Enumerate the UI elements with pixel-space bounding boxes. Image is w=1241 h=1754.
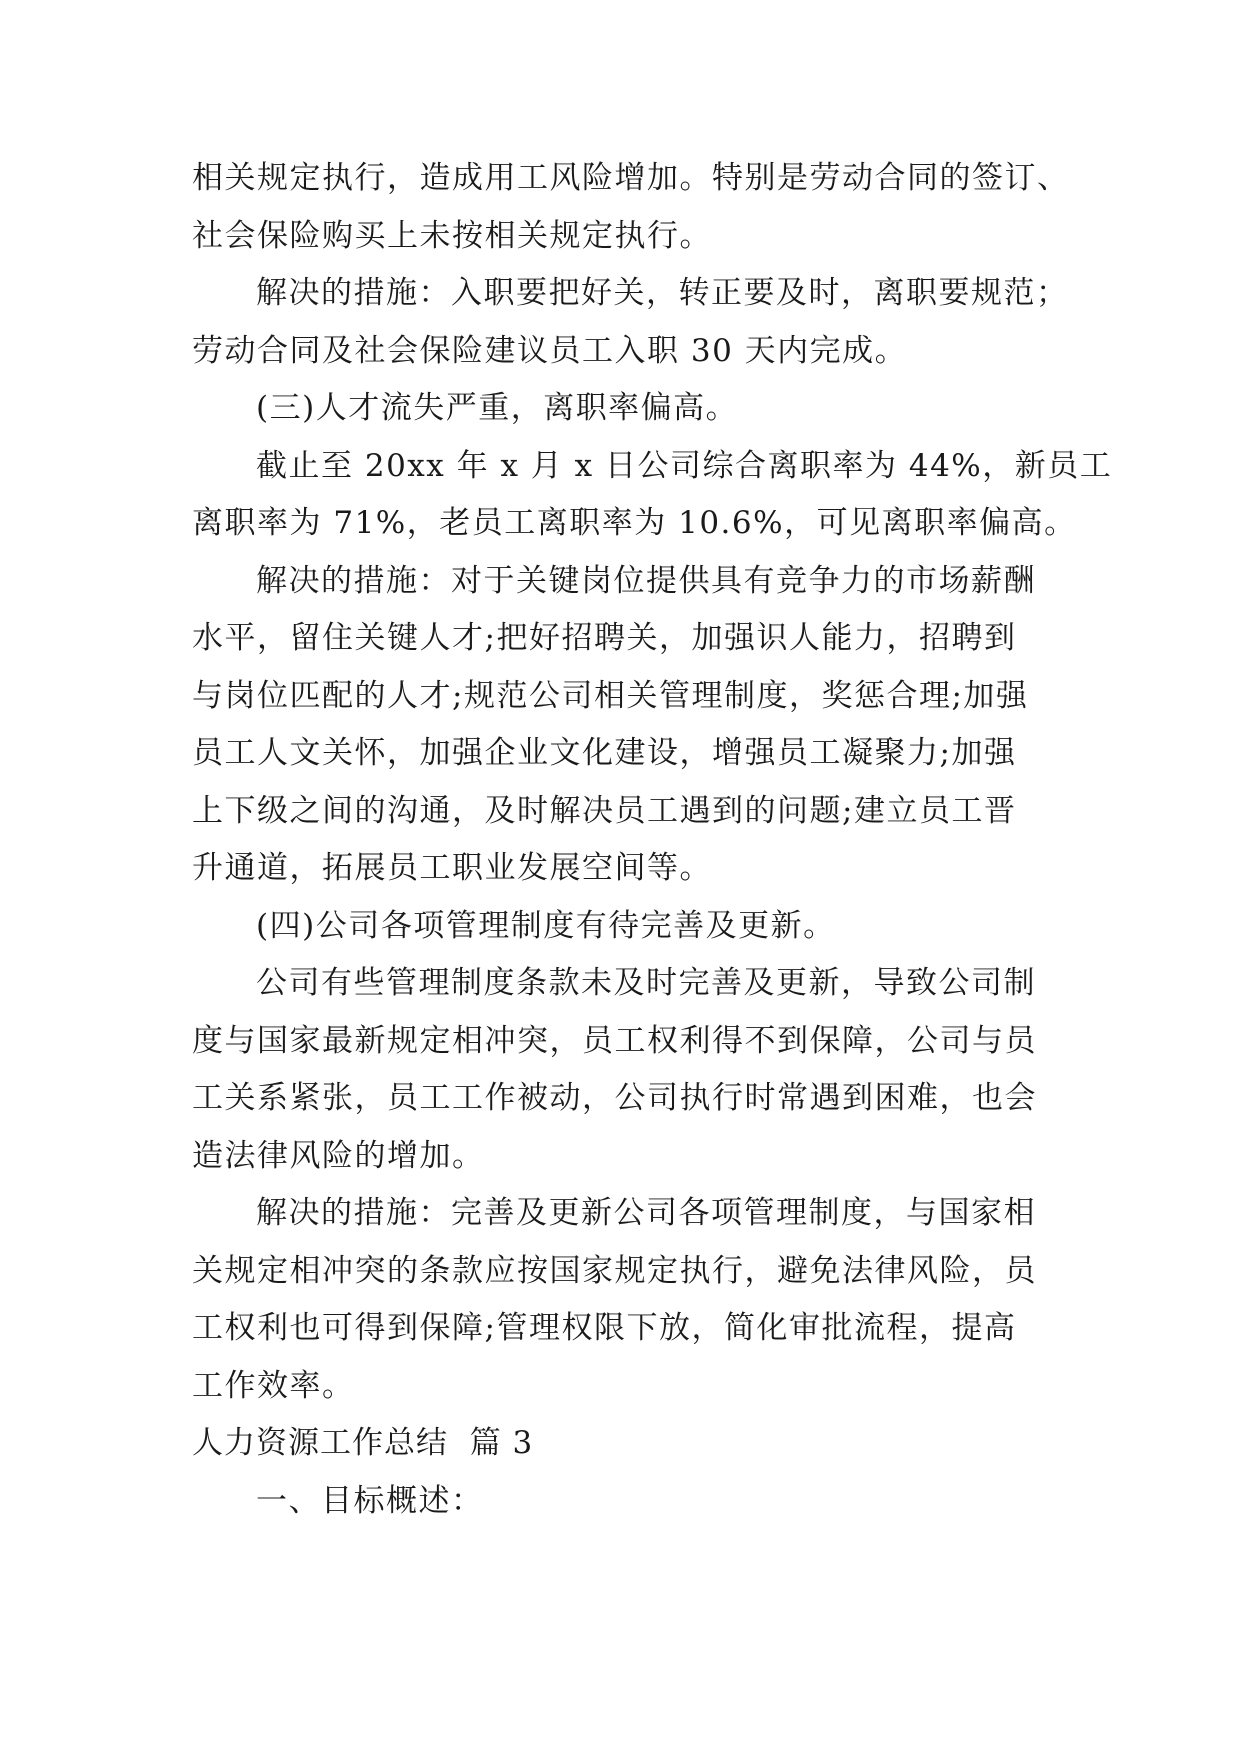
text-line: 解决的措施：对于关键岗位提供具有竞争力的市场薪酬: [256, 562, 1036, 599]
paragraph: [192, 898, 1052, 956]
paragraph: [192, 553, 1052, 898]
paragraph: [192, 265, 1069, 380]
text-line: 与岗位匹配的人才;规范公司相关管理制度，奖惩合理;加强: [192, 677, 1029, 714]
text-line: 工权利也可得到保障;管理权限下放，简化审批流程，提高: [192, 1310, 1017, 1346]
subheading: 一、目标概述：: [256, 1482, 484, 1519]
text-line: 离职率为 71%，老员工离职率为 10.6%，可见离职率偏高。: [192, 505, 1077, 541]
text-line: 工关系紧张，员工工作被动，公司执行时常遇到困难，也会: [192, 1080, 1037, 1116]
text-line: 关规定相冲突的条款应按国家规定执行，避免法律风险，员: [192, 1252, 1037, 1289]
text-line: 劳动合同及社会保险建议员工入职 30 天内完成。: [192, 332, 908, 369]
text-line: 相关规定执行，造成用工风险增加。特别是劳动合同的签订、: [192, 160, 1070, 196]
paragraph: [192, 1185, 1052, 1415]
subsection-heading: (四)公司各项管理制度有待完善及更新。: [256, 907, 836, 944]
text-line: 截止至 20xx 年 x 月 x 日公司综合离职率为 44%，新员工: [256, 447, 1113, 484]
text-line: 解决的措施：完善及更新公司各项管理制度，与国家相: [256, 1195, 1036, 1231]
paragraph: [192, 150, 1070, 265]
text-line: 升通道，拓展员工职业发展空间等。: [192, 850, 712, 886]
text-line: 工作效率。: [192, 1367, 355, 1404]
text-line: 上下级之间的沟通，及时解决员工遇到的问题;建立员工晋: [192, 792, 1017, 829]
paragraph: [192, 380, 1052, 438]
text-line: 员工人文关怀，加强企业文化建设，增强员工凝聚力;加强: [192, 735, 1017, 771]
text-line: 公司有些管理制度条款未及时完善及更新，导致公司制: [256, 965, 1036, 1001]
section-title: 人力资源工作总结 篇 3: [192, 1425, 534, 1461]
text-line: 解决的措施：入职要把好关，转正要及时，离职要规范；: [256, 275, 1069, 311]
paragraph: [192, 955, 1052, 1185]
paragraph: [192, 438, 1113, 553]
subsection-heading: (三)人才流失严重，离职率偏高。: [256, 390, 739, 426]
document-page: [192, 150, 1113, 1530]
text-line: 度与国家最新规定相冲突，员工权利得不到保障，公司与员: [192, 1022, 1037, 1059]
text-line: 水平，留住关键人才;把好招聘关，加强识人能力，招聘到: [192, 620, 1017, 656]
text-line: 造法律风险的增加。: [192, 1137, 485, 1174]
text-line: 社会保险购买上未按相关规定执行。: [192, 217, 712, 254]
